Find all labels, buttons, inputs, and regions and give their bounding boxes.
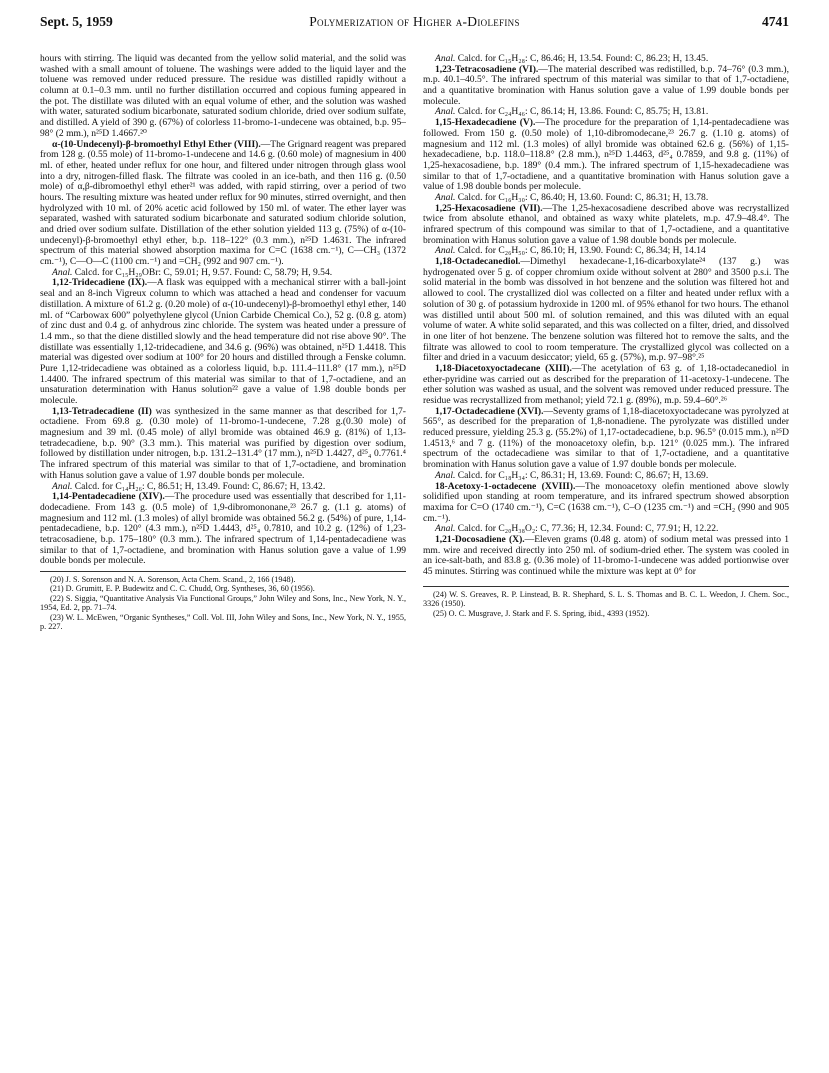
section-heading: 1,18-Octadecanediol. [435,256,521,268]
analysis-label: Anal. [435,191,456,203]
paragraph [40,492,406,567]
paragraph [423,535,789,578]
header-date: Sept. 5, 1959 [40,14,113,29]
paragraph-text: Calcd. for C₁₅H₂₈: C, 86.46; H, 13.54. Found: C, 86.23; H, 13.45. [455,54,709,64]
paragraph [423,407,789,471]
section-heading: 1,15-Hexadecadiene (V). [435,117,536,129]
paragraph [423,65,789,108]
analysis-label: Anal. [52,266,73,278]
left-column-paragraphs [40,54,406,567]
paragraph-text: —The material described was redistilled, b.p. 74–76° (0.3 mm.), m.p. 40.1–40.5°. The infrared spectrum of this material was similar to that of 1,7-octadiene, and a quantitative bromination with Hanus solution gave a value of 1.99 double bonds per molecule. [423,63,789,107]
section-heading: 1,18-Diacetoxyoctadecane (XIII). [435,362,572,374]
right-footnotes [423,586,789,618]
right-column [423,54,789,1054]
footnote: (21) D. Grumitt, E. P. Budewitz and C. C. Chudd, Org. Syntheses, 36, 60 (1956). [50,584,315,594]
paragraph [40,140,406,268]
paragraph-text: Calcd. for C₂₀H₃₈O₂: C, 77.36; H, 12.34. Found: C, 77.91; H, 12.22. [455,523,719,535]
paragraph-text: —The acetylation of 63 g. of 1,18-octadecanediol in ether-pyridine was carried out as described for the preparation of 11-acetoxy-1-undecene. The ether solution was washed as usual, and the solvent was removed under reduced pressure. The residue was recrystallized from methanol; yield 72.1 g. (89%), m.p. 59.4–60°.²⁶ [423,362,789,406]
paragraph-text: —A flask was equipped with a mechanical stirrer with a ball-joint seal and an 8-inch Vigreux column to which was attached a head and condenser for vacuum distillation. A mixture of 61.2 g. (0.20 mole) of α-(10-undecenyl)-β-bromoethyl ethyl ether, 140 ml. of “Carbowax 600” polyethylene glycol (Union Carbide Chemical Co.), 52 g. (0.8 g. atom) of zinc dust and 0.4 g. of anhydrous zinc chloride. The system was heated under a pressure of 1.4 mm., so that the diene distilled slowly and the head temperature did not rise above 90°. The distillate was essentially 1,12-tridecadiene, and 34.6 g. (96%) was obtained, n²⁵D 1.4418. This material was digested over sodium at 100° for 20 hours and distilled through a Fenske column. Pure 1,12-tridecadiene was obtained as a colorless liquid, b.p. 111.4–111.8° (17 mm.), n²⁵D 1.4400. The infrared spectrum of this material was similar to that of 1,7-octadiene, and an unsaturation determination with Hanus solution²² gave a value of 1.98 double bonds per molecule. [40,277,406,406]
section-heading: α-(10-Undecenyl)-β-bromoethyl Ethyl Ether (VIII). [52,138,261,150]
paragraph-text: Calcd. for C₂₆H₅₀: C, 86.10; H, 13.90. Found: C, 86.34; H, 14.14 [455,245,706,257]
paragraph-text: —The Grignard reagent was prepared from 128 g. (0.55 mole) of 11-bromo-1-undecene and 14.6 g. (0.60 mole) of magnesium in 400 ml. of ether, heated under reflux for one hour, and filtered under nitrogen through glass wool into a dry, nitrogen-filled flask. The filtrate was cooled in an ice-bath, and then 116 g. (0.50 mole) of α,β-dibromoethyl ethyl ether²¹ was added, with rapid stirring, over a period of two hours. The resulting mixture was heated under reflux for 90 minutes, stirred overnight, and then hydrolyzed with 10 ml. of 20% acetic acid followed by 150 ml. of water. The ether layer was separated, washed with saturated sodium bicarbonate and saturated sodium chloride solution, and dried over sodium sulfate. Distillation of the ether solution yielded 113 g. (75%) of α-(10-undecenyl)-β-bromoethyl ethyl ether, b.p. 118–122° (0.3 mm.), n²⁵D 1.4631. The infrared spectrum of this material showed absorption maxima for C=C (1638 cm.⁻¹), C—CH₃ (1372 cm.⁻¹), C—O—C (1100 cm.⁻¹) and =CH₂ (992 and 907 cm.⁻¹). [40,138,406,268]
section-heading: 1,12-Tridecadiene (IX). [52,277,148,289]
left-column [40,54,406,1054]
analysis-label: Anal. [435,54,456,64]
paragraph-text: Calcd. for C₂₄H₄₆: C, 86.14; H, 13.86. Found: C, 85.75; H, 13.81. [455,106,709,118]
footnote: (20) J. S. Sorenson and N. A. Sorenson, Acta Chem. Scand., 2, 166 (1948). [50,575,296,584]
analysis-label: Anal. [435,106,456,118]
paragraph [423,482,789,525]
paragraph-text: —The monoacetoxy olefin mentioned above slowly solidified upon standing at room temperature, and its infrared spectrum showed absorption maxima for C=O (1740 cm.⁻¹), C=C (1638 cm.⁻¹), C–O (1235 cm.⁻¹) and =CH₂ (990 and 905 cm.⁻¹). [423,480,789,524]
header-title: Polymerization of Higher α-Diolefins [309,14,520,29]
paragraph [40,278,406,406]
footnote: (22) S. Siggia, “Quantitative Analysis Via Functional Groups,” John Wiley and Sons, Inc., New York, N. Y., 1954, Ed. 2, pp. 71–74. [40,593,406,613]
paragraph-text: —Dimethyl hexadecane-1,16-dicarboxylate²⁴ (137 g.) was hydrogenated over 5 g. of copper chromium oxide without solvent at 280° and 3500 p.s.i. The solid material in the bomb was dissolved in hot benzene and the solution was filtered hot and allowed to cool. The crystallized diol was collected on a filter and heated under reflux with a solution of 30 g. of potassium hydroxide in 1200 ml. of 95% ethanol for two hours. The ethanol was distilled until about 500 ml. of solution remained, and this was diluted with an equal volume of water. A white solid separated, and this was collected on a filter, dried, and dissolved in one liter of hot benzene. The benzene solution was filtered hot to remove the salts, and the filtrate was allowed to cool to room temperature. The crystallized glycol was collected on a filter and dried in a vacuum desiccator; yield, 65 g. (57%), m.p. 97–98°.²⁵ [423,256,789,364]
analysis-label: Anal. [52,480,73,492]
section-heading: 1,21-Docosadiene (X). [435,533,525,545]
section-heading: 18-Acetoxy-1-octadecene (XVIII). [435,480,576,492]
analysis-label: Anal. [435,469,456,481]
footnote: (24) W. S. Greaves, R. P. Linstead, B. R. Shephard, S. L. S. Thomas and B. C. L. Weedon, J. Chem. Soc., 3326 (1950). [423,589,789,609]
section-heading: 1,23-Tetracosadiene (VI). [435,63,539,75]
running-header [40,14,789,34]
paragraph [423,204,789,247]
paragraph [423,118,789,193]
paragraph-text: was synthesized in the same manner as that described for 1,7-octadiene. From 69.8 g. (0.30 mole) of 11-bromo-1-undecene, 7.28 g.(0.30 mole) of magnesium and 39 ml. (0.45 mole) of allyl bromide was obtained 46.9 g. (81%) of 1,13-tetradecadiene, b.p. 90° (3.3 mm.). This material was purified by digestion over sodium, followed by distillation under nitrogen, b.p. 131.2–131.4° (17 mm.), n²⁵D 1.4427, d²⁵₄ 0.7761.⁴ The infrared spectrum of this material was similar to that of 1,7-octadiene, and bromination with Hanus solution gave a value of 1.97 double bonds per molecule. [40,405,406,481]
left-footnotes [40,571,406,631]
section-heading: 1,14-Pentadecadiene (XIV). [52,491,165,503]
page-number: 4741 [762,14,789,29]
section-heading: 1,13-Tetradecadiene (II) [52,405,152,417]
analysis-label: Anal. [435,523,456,535]
right-column-paragraphs [423,54,789,578]
footnote: (25) O. C. Musgrave, J. Stark and F. S. Spring, ibid., 4393 (1952). [433,608,650,618]
analysis-label: Anal. [435,245,456,257]
paragraph [423,364,789,407]
paragraph-text: Calcd. for C₁₈H₃₄: C, 86.31; H, 13.69. Found: C, 86.67; H, 13.69. [455,469,709,481]
paragraph-text: Calcd. for C₁₆H₃₀: C, 86.40; H, 13.60. Found: C, 86.31; H, 13.78. [455,191,709,203]
paragraph-text: —The procedure used was essentially that described for 1,11-dodecadiene. From 143 g. (0.5 mole) of 1,9-dibromononane,²³ 26.7 g. (1.1 g. atoms) of magnesium and 112 ml. (1.3 moles) of allyl bromide was obtained 56.2 g. (54%) of pure, 1,14-pentadecadiene, b.p. 120° (4.3 mm.), n²⁵D 1.4443, d²⁵₄ 0.7810, and 10.2 g. (12%) of 1,23-tetracosadiene, b.p. 175–180° (0.3 mm.). The infrared spectrum of 1,14-pentadecadiene was similar to that of 1,7-octadiene, and bromination with Hanus solution gave a value of 1.99 double bonds per molecule. [40,491,406,567]
paragraph-text: Calcd. for C₁₅H₂₉OBr: C, 59.01; H, 9.57. Found: C, 58.79; H, 9.54. [72,266,333,278]
paragraph-text: —Seventy grams of 1,18-diacetoxyoctadecane was pyrolyzed at 565°, as described for the preparation of 1,8-nonadiene. The pyrolyzate was distilled under reduced pressure, yielding 25.3 g. (55.2%) of 1,17-octadecadiene, b.p. 96.5° (0.015 mm.), n²⁵D 1.4513,⁶ and 7 g. (11%) of the monoacetoxy olefin, b.p. 121° (0.025 mm.). The infrared spectrum of the octadecadiene was similar to that of 1,7-octadiene, and a quantitative bromination with Hanus solution gave a value of 1.97 double bonds per molecule. [423,405,789,471]
paragraph-text: Calcd. for C₁₄H₂₆: C, 86.51; H, 13.49. Found: C, 86.67; H, 13.42. [72,480,326,492]
paragraph-text: —Eleven grams (0.48 g. atom) of sodium metal was pressed into 1 mm. wire and received directly into 250 ml. of sodium-dried ether. The system was cooled in an ice-salt-bath, and 83.8 g. (0.36 mole) of 11-bromo-1-undecene was added portionwise over 45 minutes. Stirring was continued while the mixture was kept at 0° for [423,533,789,577]
footnote: (23) W. L. McEwen, “Organic Syntheses,” Coll. Vol. III, John Wiley and Sons, Inc., New York, N. Y., 1955, p. 227. [40,612,406,632]
paragraph [40,407,406,482]
paragraph-text: hours with stirring. The liquid was decanted from the yellow solid material, and the solid was washed with a small amount of toluene. The washings were added to the liquid layer and the toluene was removed under reduced pressure. The residue was distilled rapidly without a column at 0.1–0.3 mm. until no further distillation occurred and copious fuming appeared in the pot. The distillate was diluted with an equal volume of ether, and the solution was washed with water, saturated sodium bicarbonate, saturated sodium chloride, dried over sodium sulfate, and distilled. A yield of 390 g. (67%) of colorless 11-bromo-1-undecene was obtained, b.p. 95–98° (2 mm.), n²⁵D 1.4667.²⁰ [40,54,406,139]
paragraph [40,54,406,140]
section-heading: 1,17-Octadecadiene (XVI). [435,405,544,417]
paragraph-text: —The procedure for the preparation of 1,14-pentadecadiene was followed. From 150 g. (0.50 mole) of 1,10-dibromodecane,²³ 26.7 g. (1.10 g. atoms) of magnesium and 112 ml. (1.3 moles) of allyl bromide was obtained 62.6 g. (56%) of 1,15-hexadecadiene, b.p. 118.0–118.8° (2.8 mm.), n²⁵D 1.4463, d²⁵₄ 0.7859, and 9.8 g. (11%) of 1,25-hexacosadiene, b.p. 189° (0.4 mm.). The infrared spectrum of 1,15-hexadecadiene was similar to that of 1,7-octadiene, and a quantitative bromination with Hanus solution gave a value of 1.98 double bonds per molecule. [423,117,789,193]
section-heading: 1,25-Hexacosadiene (VII). [435,202,543,214]
paragraph-text: —The 1,25-hexacosadiene described above was recrystallized twice from absolute ethanol, and obtained as waxy white platelets, m.p. 47.9–48.4°. The infrared spectrum of this compound was similar to that of 1,7-octadiene, and a quantitative bromination with Hanus solution gave a value of 1.98 double bonds per molecule. [423,202,789,246]
paragraph [423,257,789,364]
